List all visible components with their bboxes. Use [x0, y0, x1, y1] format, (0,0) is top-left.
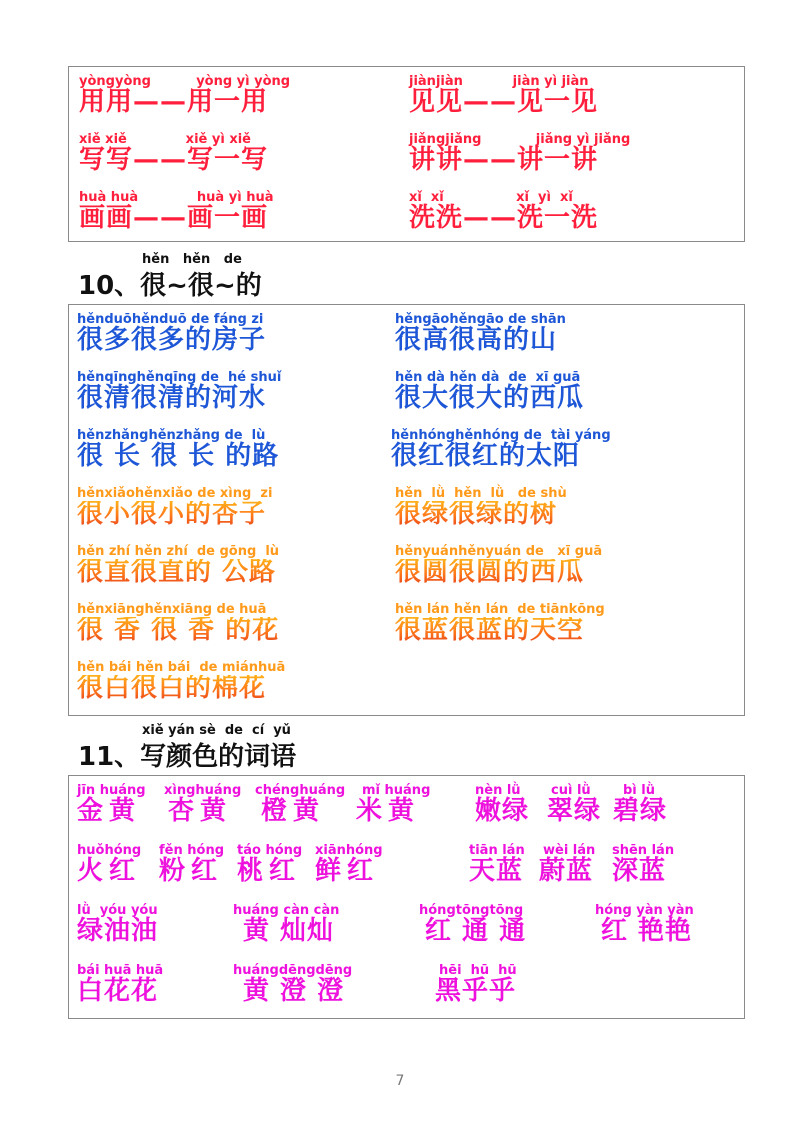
pinyin: fěn hóng	[159, 843, 224, 858]
pinyin: bì lǜ	[623, 783, 655, 798]
pinyin: hěn zhí hěn zhí de gōng lù	[77, 544, 280, 559]
word-entry	[77, 428, 280, 493]
hanzi: 很绿很绿的树	[395, 499, 558, 529]
pinyin: hěn dà hěn dà de xī guā	[395, 370, 581, 385]
hanzi: 很红很红的太阳	[391, 441, 581, 471]
word-entry	[469, 843, 525, 908]
word-entry	[395, 486, 567, 551]
hanzi: 很 香 很 香 的花	[77, 615, 280, 645]
word-entry	[164, 783, 242, 848]
pinyin: hěnxiǎohěnxiǎo de xìng zi	[77, 486, 273, 501]
pinyin: jīn huáng	[77, 783, 146, 798]
hanzi: 很白很白的棉花	[77, 673, 267, 703]
word-entry	[77, 312, 267, 377]
hanzi: 天蓝	[469, 856, 524, 886]
pinyin: huángdēngdēng	[233, 963, 353, 978]
word-entry	[233, 963, 353, 1028]
pinyin: yòngyòng yòng yì yòng	[79, 74, 291, 89]
word-entry	[237, 843, 303, 908]
word-entry	[77, 843, 142, 908]
word-entry	[419, 903, 527, 968]
page-number: 7	[395, 1073, 405, 1089]
word-entry	[409, 190, 599, 255]
pinyin: hēi hū hū	[439, 963, 517, 978]
pinyin: wèi lán	[543, 843, 596, 858]
hanzi: 橙黄	[261, 796, 326, 826]
word-entry	[77, 963, 164, 1028]
word-entry	[77, 370, 282, 435]
word-entry	[539, 843, 596, 908]
pinyin: cuì lǜ	[551, 783, 591, 798]
heading-title: 11、写颜色的词语	[78, 742, 297, 772]
word-entry	[356, 783, 431, 848]
pinyin: hěn lǜ hěn lǜ de shù	[395, 486, 567, 501]
hanzi: 鲜红	[315, 856, 380, 886]
pinyin: xìnghuáng	[164, 783, 242, 798]
pinyin: huǒhóng	[77, 843, 142, 858]
hanzi: 很大很大的西瓜	[395, 383, 585, 413]
word-entry	[77, 544, 280, 609]
word-entry	[391, 428, 611, 493]
word-entry	[595, 903, 694, 968]
word-entry	[395, 602, 605, 667]
hanzi: 米黄	[356, 796, 421, 826]
word-entry	[77, 602, 280, 667]
pinyin: huáng càn càn	[233, 903, 340, 918]
hanzi: 讲讲——讲一讲	[409, 145, 599, 175]
hanzi: 写写——写一写	[79, 145, 269, 175]
hanzi: 很多很多的房子	[77, 325, 267, 355]
word-entry	[159, 843, 224, 908]
pinyin: hóngtōngtōng	[419, 903, 524, 918]
pinyin: jiǎngjiǎng jiǎng yì jiǎng	[409, 132, 631, 147]
word-entry	[79, 190, 274, 255]
hanzi: 很清很清的河水	[77, 383, 267, 413]
hanzi: 深蓝	[612, 856, 667, 886]
pinyin: xiě xiě xiě yì xiě	[79, 132, 251, 147]
word-entry	[475, 783, 530, 848]
word-entry	[395, 544, 603, 609]
word-entry	[255, 783, 346, 848]
word-entry	[435, 963, 517, 1028]
hanzi: 黑乎乎	[435, 976, 517, 1006]
pinyin: hěngāohěngāo de shān	[395, 312, 566, 327]
pinyin: chénghuáng	[255, 783, 346, 798]
pinyin: jiànjiàn jiàn yì jiàn	[409, 74, 589, 89]
pinyin: tiān lán	[469, 843, 525, 858]
hanzi: 画画——画一画	[79, 203, 269, 233]
heading-title: 10、很~很~的	[78, 271, 262, 301]
hanzi: 很直很直的 公路	[77, 557, 277, 587]
pinyin: táo hóng	[237, 843, 303, 858]
pinyin: nèn lǜ	[475, 783, 521, 798]
word-entry	[77, 903, 159, 968]
pinyin: hěnzhǎnghěnzhǎng de lù	[77, 428, 266, 443]
hanzi: 桃红	[237, 856, 302, 886]
hanzi: 很 长 很 长 的路	[77, 441, 280, 471]
pinyin: hěn lán hěn lán de tiānkōng	[395, 602, 605, 617]
hanzi: 很小很小的杏子	[77, 499, 267, 529]
hanzi: 洗洗——洗一洗	[409, 203, 599, 233]
hanzi: 很高很高的山	[395, 325, 558, 355]
word-entry	[79, 74, 291, 139]
pinyin: shēn lán	[612, 843, 675, 858]
pinyin: hěnqīnghěnqīng de hé shuǐ	[77, 370, 282, 385]
hanzi: 杏黄	[168, 796, 233, 826]
word-entry	[612, 843, 675, 908]
word-entry	[547, 783, 602, 848]
hanzi: 黄 澄 澄	[243, 976, 345, 1006]
pinyin: hěnhónghěnhóng de tài yáng	[391, 428, 611, 443]
pinyin: hěnduōhěnduō de fáng zi	[77, 312, 264, 327]
hanzi: 很蓝很蓝的天空	[395, 615, 585, 645]
hanzi: 火红	[77, 856, 142, 886]
pinyin: huà huà huà yì huà	[79, 190, 274, 205]
hanzi: 见见——见一见	[409, 87, 599, 117]
word-entry	[315, 843, 383, 908]
hanzi: 粉红	[159, 856, 224, 886]
pinyin: xiānhóng	[315, 843, 383, 858]
word-entry	[77, 486, 273, 551]
word-entry	[77, 783, 146, 848]
hanzi: 蔚蓝	[539, 856, 594, 886]
hanzi: 很圆很圆的西瓜	[395, 557, 585, 587]
pinyin: lǜ yóu yóu	[77, 903, 158, 918]
pinyin: bái huā huā	[77, 963, 164, 978]
heading-pinyin: hěn hěn de	[142, 252, 242, 267]
pinyin: xǐ xǐ xǐ yì xǐ	[409, 190, 573, 205]
section-11-box	[68, 775, 745, 1019]
pinyin: mǐ huáng	[362, 783, 431, 798]
word-entry	[409, 132, 631, 197]
hanzi: 红 艳艳	[601, 916, 693, 946]
pinyin: hěn bái hěn bái de miánhuā	[77, 660, 286, 675]
word-entry	[613, 783, 668, 848]
word-entry	[395, 312, 566, 377]
word-entry	[79, 132, 269, 197]
word-entry	[233, 903, 340, 968]
pinyin: hěnyuánhěnyuán de xī guā	[395, 544, 603, 559]
section-10-box	[68, 304, 745, 716]
pinyin: hěnxiānghěnxiāng de huā	[77, 602, 267, 617]
hanzi: 碧绿	[613, 796, 668, 826]
hanzi: 黄 灿灿	[243, 916, 335, 946]
pinyin: hóng yàn yàn	[595, 903, 694, 918]
reduplication-box	[68, 66, 745, 242]
hanzi: 绿油油	[77, 916, 159, 946]
heading-pinyin: xiě yán sè de cí yǔ	[142, 723, 291, 738]
word-entry	[77, 660, 286, 725]
word-entry	[395, 370, 585, 435]
hanzi: 翠绿	[547, 796, 602, 826]
hanzi: 嫩绿	[475, 796, 530, 826]
hanzi: 白花花	[77, 976, 159, 1006]
hanzi: 红 通 通	[425, 916, 527, 946]
hanzi: 用用——用一用	[79, 87, 269, 117]
word-entry	[409, 74, 599, 139]
hanzi: 金黄	[77, 796, 142, 826]
